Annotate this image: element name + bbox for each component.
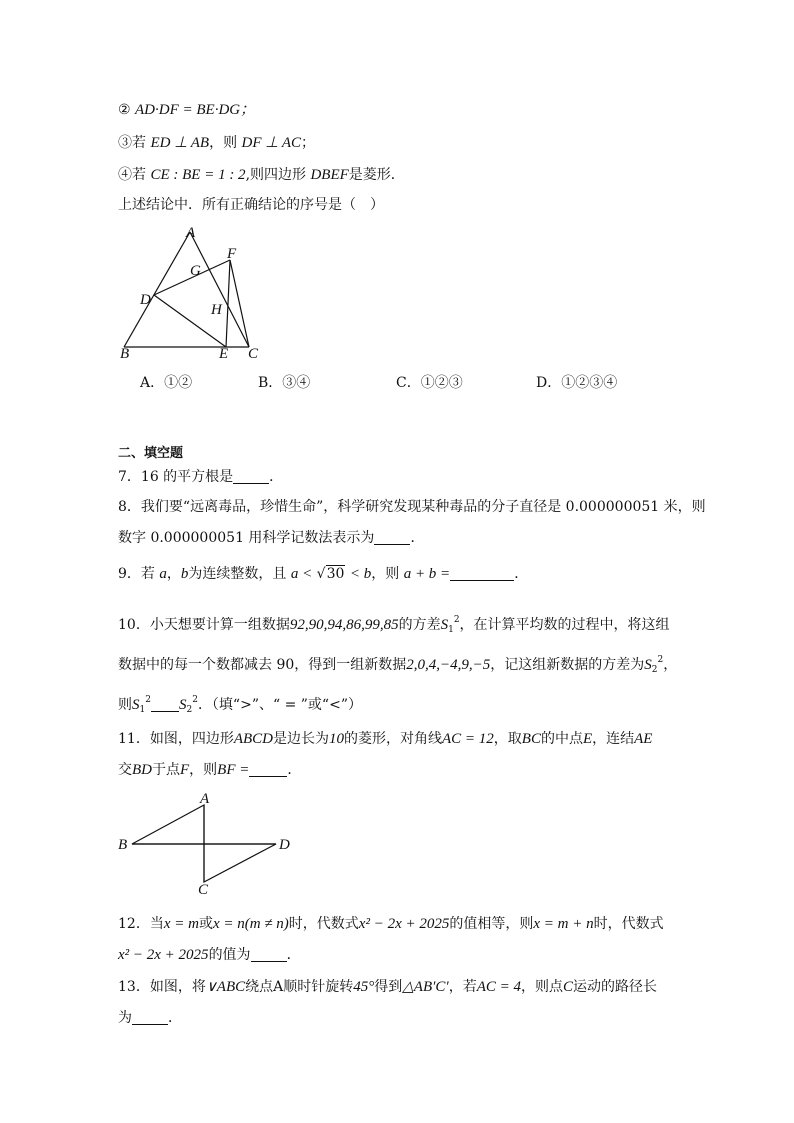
- answer-blank[interactable]: [233, 469, 269, 484]
- option-a[interactable]: A．①②: [140, 375, 193, 391]
- label-d: D: [140, 292, 151, 308]
- label-a: A: [200, 793, 210, 807]
- question-7: 7．16 的平方根是 ．: [118, 469, 284, 485]
- question-11-line-2: 交BD于点F，则BF = ．: [118, 762, 302, 778]
- label-g: G: [190, 263, 201, 279]
- option-c[interactable]: C．①②③: [396, 375, 463, 391]
- segment-ab: [124, 232, 190, 347]
- question-10-line-2: 数据中的每一个数都减去 90，得到一组新数据2,0,4,−4,9,−5，记这组新数据的方差为$S_2^2$，: [118, 655, 678, 675]
- label-b: B: [118, 837, 128, 853]
- label-f: F: [227, 246, 237, 262]
- option-d[interactable]: D．①②③④: [536, 375, 618, 391]
- question-12-line-1: 12．当x = m或x = n(m ≠ n)时，代数式x² − 2x + 2025的值相等，则x = m + n时，代数式: [118, 916, 664, 932]
- rhombus-figure: [112, 793, 302, 898]
- answer-blank[interactable]: [374, 530, 410, 545]
- question-9: 9．若 a，b为连续整数，且 a < √30 < b，则 a + b = ．: [118, 566, 529, 582]
- question-10-line-1: 10．小天想要计算一组数据92,90,94,86,99,85的方差$S_1^2$，在计算平均数的过程中，将这组: [118, 615, 670, 635]
- label-c: C: [248, 346, 259, 362]
- label-h: H: [211, 302, 222, 318]
- question-13-line-1: 13．如图，将∨ABC绕点A顺时针旋转45°得到△AB′C′，若AC = 4，则点C运动的路径长: [118, 979, 658, 995]
- segment-fc: [230, 260, 249, 347]
- label-d: D: [279, 837, 290, 853]
- answer-blank[interactable]: [151, 697, 179, 712]
- question-12-line-2: x² − 2x + 2025的值为 ．: [118, 947, 301, 963]
- answer-blank[interactable]: [132, 1010, 168, 1025]
- statement-2: ② AD·DF = BE·DG；: [118, 102, 256, 118]
- option-b[interactable]: B．③④: [258, 375, 311, 391]
- question-prompt: 上述结论中．所有正确结论的序号是（ ）: [118, 197, 384, 213]
- answer-blank[interactable]: [249, 762, 287, 777]
- question-13-line-2: 为 ．: [118, 1010, 182, 1026]
- label-c: C: [198, 882, 209, 898]
- triangle-figure: [112, 225, 272, 365]
- question-8-line-1: 8．我们要“远离毒品，珍惜生命”，科学研究发现某种毒品的分子直径是 0.000000051 米，则: [118, 499, 706, 515]
- segment-ac: [190, 232, 249, 347]
- statement-4: ④若 CE : BE = 1 : 2,则四边形 DBEF是菱形．: [118, 167, 405, 183]
- answer-blank[interactable]: [251, 947, 287, 962]
- statement-3: ③若 ED ⊥ AB，则 DF ⊥ AC；: [118, 135, 315, 151]
- answer-blank[interactable]: [450, 566, 514, 581]
- section-heading: 二、填空题: [118, 446, 184, 461]
- label-e: E: [219, 346, 229, 362]
- question-8-line-2: 数字 0.000000051 用科学记数法表示为 ．: [118, 530, 425, 546]
- label-a: A: [186, 225, 196, 241]
- question-11-line-1: 11．如图，四边形ABCD是边长为10的菱形，对角线AC = 12，取BC的中点E，连结AE: [118, 731, 653, 747]
- question-10-line-3: 则$S_1^2$ $S_2^2$．（填“>”、“ = ”或“<”）: [118, 695, 362, 715]
- label-b: B: [120, 346, 130, 362]
